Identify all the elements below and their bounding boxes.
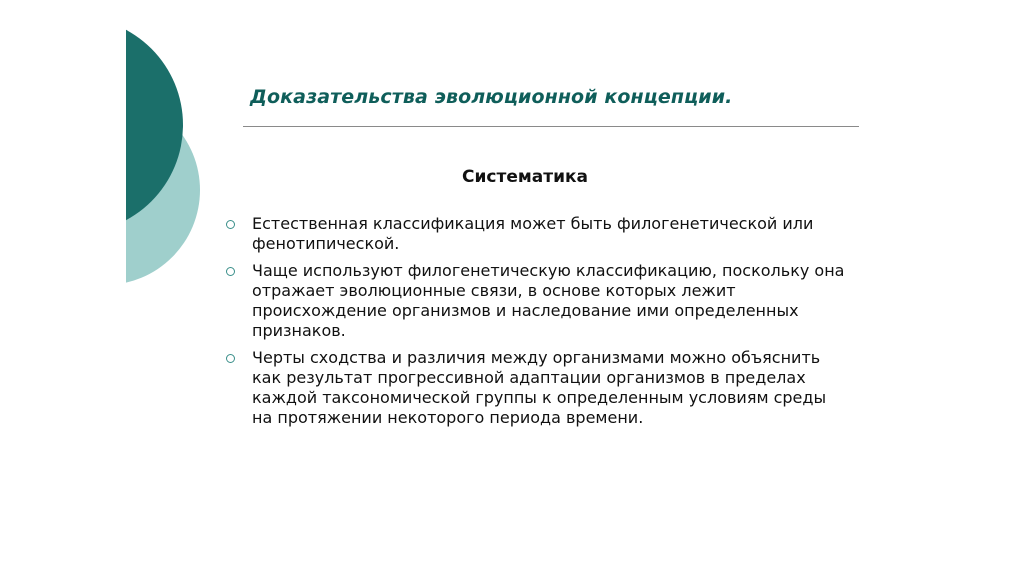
bullet-item — [226, 348, 846, 428]
title-divider — [243, 126, 859, 127]
bullet-list — [226, 214, 846, 435]
section-heading: Систематика — [462, 167, 588, 187]
slide-title: Доказательства эволюционной концепции. — [250, 86, 733, 108]
hollow-circle-bullet-icon — [226, 220, 235, 229]
bullet-text: Естественная классификация может быть филогенетической или фенотипической. — [252, 214, 814, 253]
bullet-text: Чаще используют филогенетическую классификацию, поскольку она отражает эволюционные связи, в основе которых лежит происхождение организмов и наследование ими определенных признаков. — [252, 261, 845, 340]
bullet-text: Черты сходства и различия между организмами можно объяснить как результат прогрессивной адаптации организмов в пределах каждой таксономической группы к определенным условиям среды на протяжении некоторого периода времени. — [252, 348, 827, 427]
bullet-item — [226, 214, 846, 254]
hollow-circle-bullet-icon — [226, 267, 235, 276]
bullet-item — [226, 261, 846, 341]
hollow-circle-bullet-icon — [226, 354, 235, 363]
